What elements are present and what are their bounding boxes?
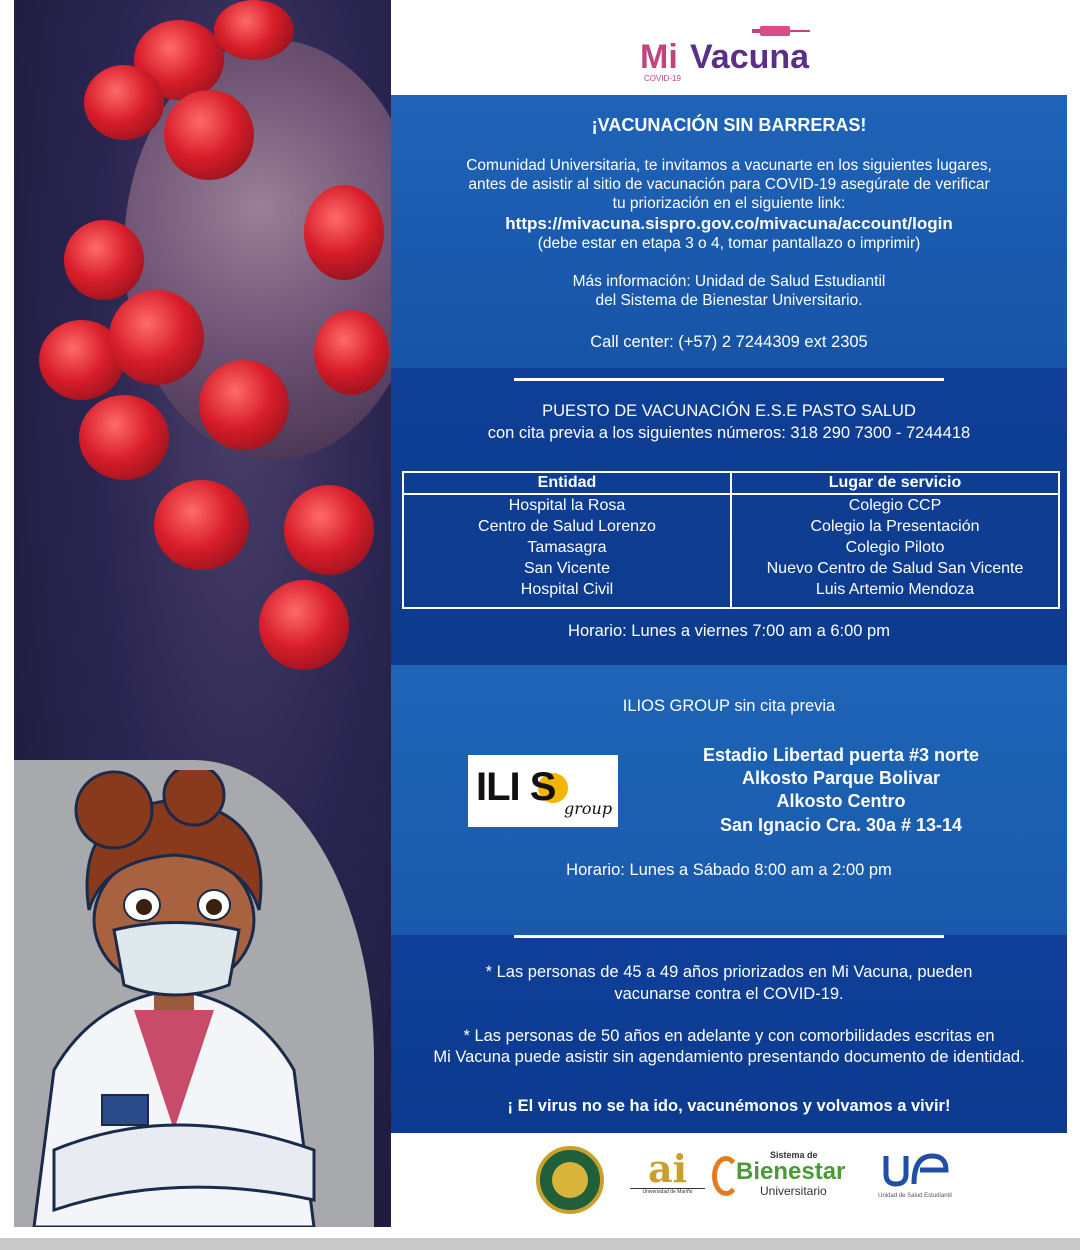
virus-spike bbox=[164, 90, 254, 180]
table-cell: Nuevo Centro de Salud San Vicente bbox=[766, 560, 1024, 577]
university-seal-logo bbox=[536, 1146, 604, 1214]
divider bbox=[514, 935, 944, 938]
note1-line2: vacunarse contra el COVID-19. bbox=[614, 985, 844, 1003]
doctor-illustration bbox=[14, 770, 374, 1227]
bienestar-small: Sistema de bbox=[770, 1150, 818, 1160]
table-cell: Luis Artemio Mendoza bbox=[815, 581, 975, 598]
puesto-subtitle: con cita previa a los siguientes números: 318 290 7300 - 7244418 bbox=[487, 424, 971, 442]
intro-section bbox=[391, 95, 1067, 368]
note2-line2: Mi Vacuna puede asistir sin agendamiento presentando documento de identidad. bbox=[433, 1048, 1025, 1066]
info-line2: del Sistema de Bienestar Universitario. bbox=[595, 292, 863, 309]
intro-line3: tu priorización en el siguiente link: bbox=[612, 195, 846, 212]
intro-heading: ¡VACUNACIÓN SIN BARRERAS! bbox=[591, 115, 867, 135]
divider bbox=[514, 378, 944, 381]
virus-spike bbox=[64, 220, 144, 300]
puesto-title: PUESTO DE VACUNACIÓN E.S.E PASTO SALUD bbox=[542, 402, 916, 420]
ilios-location: Alkosto Centro bbox=[776, 791, 906, 811]
use-logo-caption: Unidad de Salud Estudiantil bbox=[878, 1193, 952, 1199]
puesto-section bbox=[391, 368, 1067, 665]
virus-spike bbox=[214, 0, 294, 60]
ilios-section bbox=[391, 665, 1067, 935]
logo-vacuna: Vacuna bbox=[690, 38, 810, 76]
table-cell: Colegio Piloto bbox=[845, 539, 945, 556]
table-cell: Colegio la Presentación bbox=[810, 518, 980, 535]
info-line1: Más información: Unidad de Salud Estudiantil bbox=[572, 273, 886, 290]
virus-spike bbox=[284, 485, 374, 575]
virus-spike bbox=[79, 395, 169, 480]
syringe-icon bbox=[752, 24, 812, 38]
bienestar-sub: Universitario bbox=[760, 1184, 827, 1198]
table-header: Lugar de servicio bbox=[732, 473, 1058, 495]
bienestar-logo bbox=[712, 1150, 862, 1210]
virus-spike bbox=[259, 580, 349, 670]
table-column-lugar bbox=[730, 473, 1058, 607]
bottom-strip bbox=[0, 1238, 1080, 1250]
puesto-horario: Horario: Lunes a viernes 7:00 am a 6:00 pm bbox=[568, 622, 890, 640]
ilios-location: San Ignacio Cra. 30a # 13-14 bbox=[719, 815, 963, 835]
logo-mi: Mi bbox=[640, 38, 678, 76]
closing-message: ¡ El virus no se ha ido, vacunémonos y volvamos a vivir! bbox=[507, 1097, 951, 1115]
intro-line2: antes de asistir al sitio de vacunación para COVID-19 asegúrate de verificar bbox=[468, 176, 990, 193]
virus-spike bbox=[199, 360, 289, 450]
notes-section bbox=[391, 935, 1067, 1133]
virus-spike bbox=[314, 310, 389, 395]
virus-illustration bbox=[14, 0, 391, 1227]
table-cell: Hospital Civil bbox=[520, 581, 614, 598]
virus-spike bbox=[109, 290, 204, 385]
note1-line1: * Las personas de 45 a 49 años priorizados en Mi Vacuna, pueden bbox=[485, 963, 973, 981]
ilios-location: Alkosto Parque Bolivar bbox=[741, 768, 941, 788]
use-logo-mark bbox=[880, 1152, 950, 1188]
ilios-logo-text: ILI S bbox=[476, 765, 556, 809]
table-cell: Centro de Salud Lorenzo bbox=[478, 518, 656, 535]
mivacuna-link[interactable]: https://mivacuna.sispro.gov.co/mivacuna/account/login bbox=[505, 214, 953, 233]
table-cell: Colegio CCP bbox=[848, 497, 942, 514]
note2-line1: * Las personas de 50 años en adelante y con comorbilidades escritas en bbox=[463, 1027, 995, 1045]
ai-logo-text: ai bbox=[647, 1146, 688, 1191]
logo-covid: COVID-19 bbox=[644, 74, 681, 83]
virus-spike bbox=[154, 480, 249, 570]
intro-note: (debe estar en etapa 3 o 4, tomar pantallazo o imprimir) bbox=[537, 235, 921, 252]
virus-spike bbox=[84, 65, 164, 140]
ilios-logo bbox=[468, 755, 618, 827]
ilios-location: Estadio Libertad puerta #3 norte bbox=[702, 745, 980, 765]
ilios-logo-group: group bbox=[564, 799, 613, 818]
ai-logo-caption: Universidad de Mariño bbox=[630, 1188, 705, 1195]
bienestar-big: Bienestar bbox=[736, 1158, 846, 1185]
table-header: Entidad bbox=[404, 473, 730, 495]
virus-spike bbox=[304, 185, 384, 280]
ilios-horario: Horario: Lunes a Sábado 8:00 am a 2:00 pm bbox=[566, 861, 892, 879]
table-cell: Hospital la Rosa bbox=[508, 497, 626, 514]
table-column-entidad bbox=[404, 473, 730, 607]
table-cell: Tamasagra bbox=[527, 539, 607, 556]
ilios-title: ILIOS GROUP sin cita previa bbox=[622, 697, 836, 715]
call-center: Call center: (+57) 2 7244309 ext 2305 bbox=[590, 333, 868, 351]
table-cell: San Vicente bbox=[524, 560, 610, 577]
use-logo bbox=[870, 1152, 960, 1199]
vaccination-table bbox=[402, 471, 1060, 609]
ai-accreditation-logo bbox=[630, 1146, 705, 1195]
intro-line1: Comunidad Universitaria, te invitamos a vacunarte en los siguientes lugares, bbox=[466, 157, 992, 174]
